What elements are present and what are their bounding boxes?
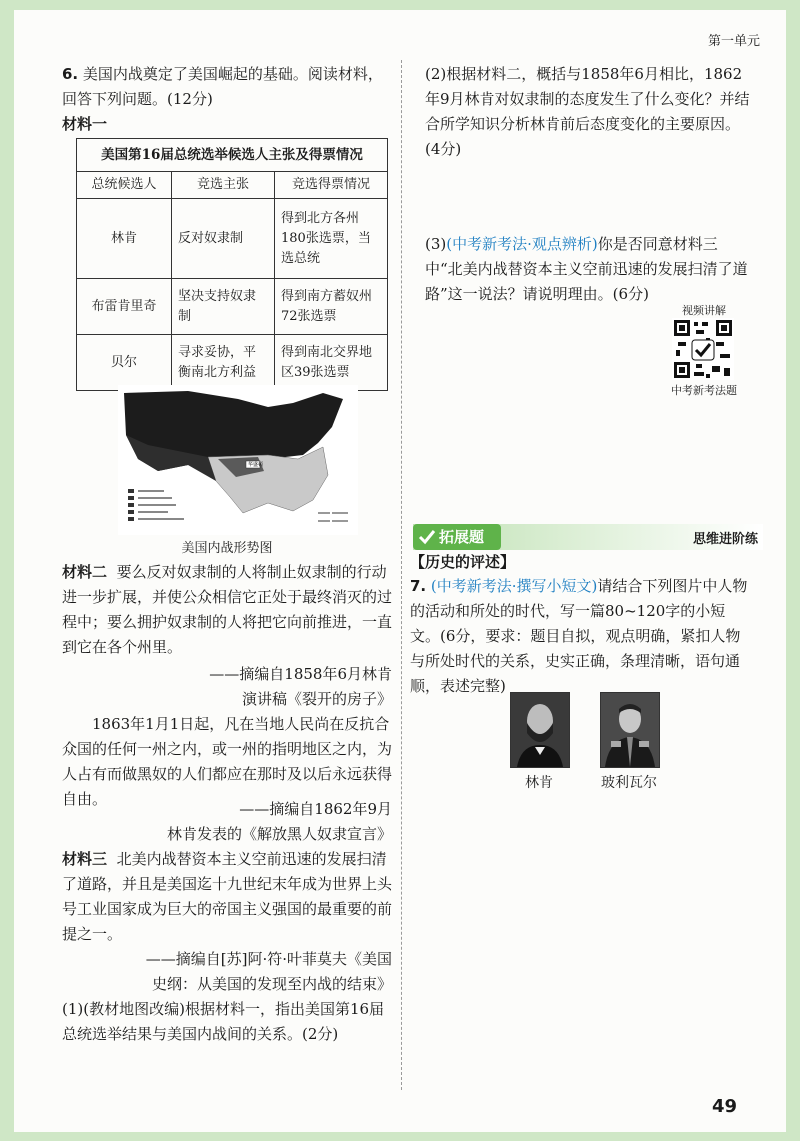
bolivar-portrait	[600, 692, 660, 768]
table-title: 美国第16届总统选举候选人主张及得票情况	[77, 139, 388, 172]
material-2-source-2: 演讲稿《裂开的房子》	[241, 690, 392, 708]
column-divider	[401, 60, 402, 1090]
q6-stem-text: 美国内战奠定了美国崛起的基础。阅读材料，回答下列问题。(12分)	[62, 65, 383, 108]
map-label-washington: 华盛顿	[248, 462, 264, 468]
material-3-source-1: ——摘编自[苏]阿·符·叶菲莫夫《美国	[145, 950, 392, 968]
table-cell: 得到南方蓄奴州72张选票	[275, 279, 388, 335]
material-2-text-2: 1863年1月1日起，凡在当地人民尚在反抗合众国的任何一州之内，或一州的指明地区之内，为人占有而做黑奴的人们都应在那时及以后永远获得自由。	[62, 715, 393, 808]
sub1-tag: (教材地图改编)	[83, 1000, 185, 1018]
civil-war-map	[118, 385, 358, 535]
material-2-source-1: ——摘编自1858年6月林肯	[209, 665, 392, 683]
portrait-caption-2: 玻利瓦尔	[601, 775, 657, 791]
map-caption: 美国内战形势图	[181, 541, 273, 556]
material-2	[62, 560, 392, 660]
q7-stem	[410, 574, 755, 699]
sub1-text: 根据材料一，指出美国第16届总统选举结果与美国内战间的关系。(2分)	[62, 1000, 385, 1043]
lincoln-portrait	[510, 692, 570, 768]
q7-text: 请结合下列图片中人物的活动和所处的时代，写一篇80~120字的小短文。(6分，要求：题目自拟，观点明确，紧扣人物与所处时代的关系，史实正确，条理清晰，语句通顺，表述完整)	[410, 577, 748, 695]
material-3-text: 北美内战替资本主义空前迅速的发展扫清了道路，并且是美国迄十九世纪末年成为世界上头号工业国家成为巨大的帝国主义强国的最重要的前提之一。	[62, 850, 393, 943]
portrait-caption-1: 林肯	[525, 775, 553, 791]
table-cell: 布雷肯里奇	[77, 279, 172, 335]
table-header: 总统候选人	[77, 172, 172, 199]
table-header: 竞选主张	[172, 172, 275, 199]
table-cell: 反对奴隶制	[172, 199, 275, 279]
q7-number: 7.	[410, 577, 427, 595]
table-header: 竞选得票情况	[275, 172, 388, 199]
table-cell: 得到南北交界地区39张选票	[275, 335, 388, 391]
thinking-label: 思维进阶练	[692, 532, 758, 547]
election-table	[76, 138, 388, 391]
table-cell: 寻求妥协，平衡南北方利益	[172, 335, 275, 391]
q6-number: 6.	[62, 65, 79, 83]
table-cell: 得到北方各州180张选票，当选总统	[275, 199, 388, 279]
check-icon	[418, 529, 436, 545]
q6-sub-2: (2)根据材料二，概括与1858年6月相比，1862年9月林肯对奴隶制的态度发生了什么变化？并结合所学知识分析林肯前后态度变化的主要原因。(4分)	[425, 65, 750, 158]
material-2-text: 要么反对奴隶制的人将制止奴隶制的行动进一步扩展，并使公众相信它正处于最终消灭的过程中；要么拥护奴隶制的人将把它向前推进，一直到它在各个州里。	[62, 563, 393, 656]
material-3-source-2: 史纲：从美国的发现至内战的结束》	[151, 975, 392, 993]
material-2-source-4: 林肯发表的《解放黑人奴隶宣言》	[166, 825, 392, 843]
material-2-source-3: ——摘编自1862年9月	[239, 800, 392, 818]
sub3-prefix: (3)	[425, 235, 447, 253]
q6-sub-3	[425, 232, 755, 307]
unit-label: 第一单元	[707, 34, 760, 49]
qr-bottom-label: 中考新考法题	[671, 384, 737, 397]
sub1-prefix: (1)	[62, 1000, 84, 1018]
table-cell: 林肯	[77, 199, 172, 279]
q7-tag: (中考新考法·撰写小短文)	[430, 577, 598, 595]
sub3-tag: (中考新考法·观点辨析)	[446, 235, 598, 253]
table-cell: 贝尔	[77, 335, 172, 391]
table-cell: 坚决支持奴隶制	[172, 279, 275, 335]
q6-sub-1	[62, 997, 392, 1047]
section-title: 【历史的评述】	[410, 553, 516, 571]
material-3-label: 材料三	[62, 850, 108, 868]
qr-code-icon[interactable]	[672, 318, 734, 380]
material-2-label: 材料二	[62, 563, 108, 581]
material-1-label: 材料一	[62, 115, 108, 133]
q6-stem	[62, 62, 392, 112]
material-3	[62, 847, 392, 947]
sub3-text: 你是否同意材料三中“北美内战替资本主义空前迅速的发展扫清了道路”这一说法？请说明理由。(6分)	[425, 235, 748, 303]
extension-badge-text: 拓展题	[439, 528, 485, 546]
page-number: 49	[712, 1096, 738, 1117]
qr-top-label: 视频讲解	[682, 304, 726, 317]
